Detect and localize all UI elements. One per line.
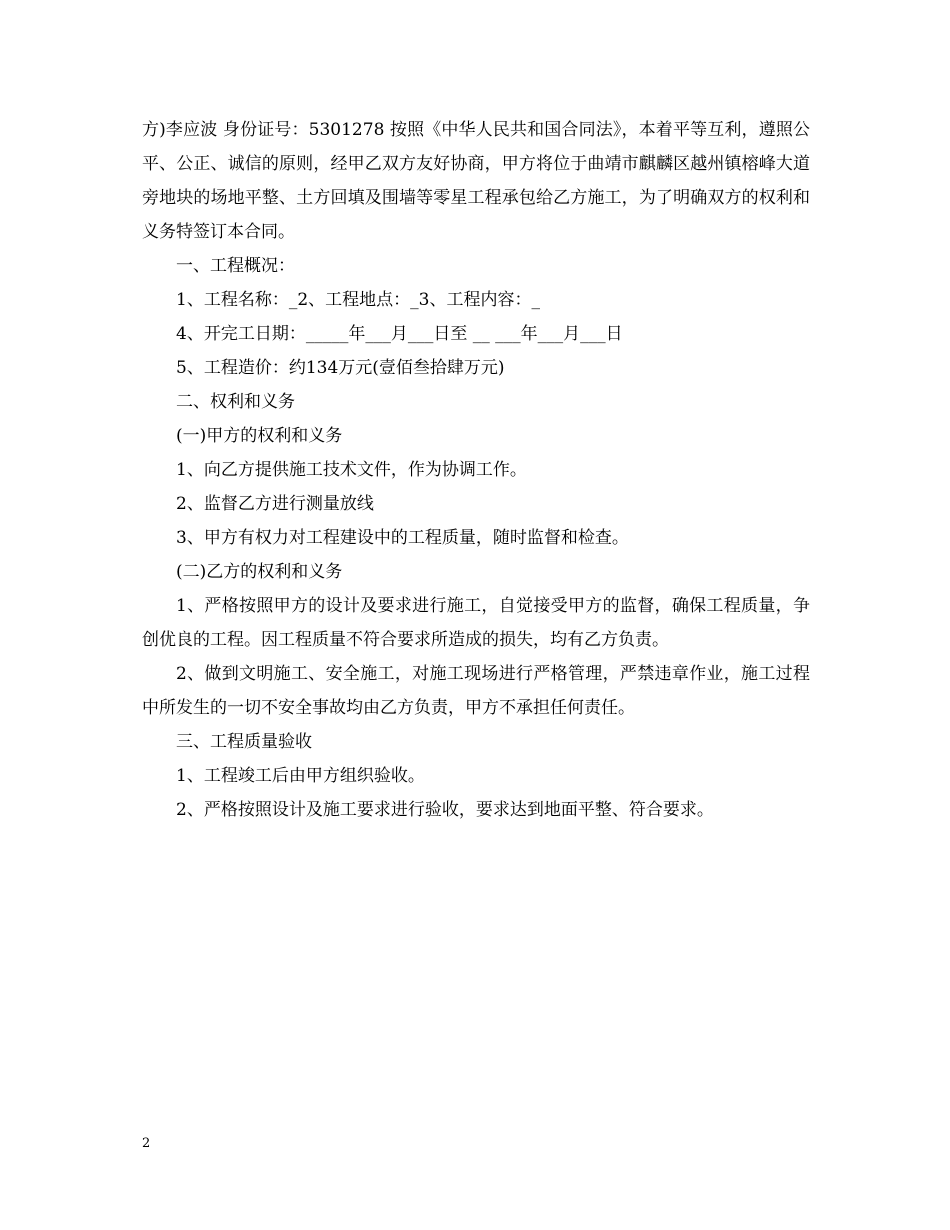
page-number: 2 — [142, 1136, 151, 1151]
acceptance-item-2: 2、严格按照设计及施工要求进行验收，要求达到地面平整、符合要求。 — [176, 800, 714, 820]
party-b-item-2: 2、做到文明施工、安全施工，对施工现场进行严格管理，严禁违章作业，施工过程中所发生的一切不安全事故均由乙方负责，甲方不承担任何责任。 — [142, 664, 810, 718]
party-b-item-1: 1、严格按照甲方的设计及要求进行施工，自觉接受甲方的监督，确保工程质量，争创优良的工程。因工程质量不符合要求所造成的损失，均有乙方负责。 — [142, 596, 810, 650]
party-b-heading: (二)乙方的权利和义务 — [176, 562, 343, 582]
paragraph-project-name-location-content: 1、工程名称：_2、工程地点：_3、工程内容：_ — [176, 290, 540, 310]
party-a-heading: (一)甲方的权利和义务 — [176, 426, 343, 446]
paragraph-intro-continued: 方)李应波 身份证号：5301278 按照《中华人民共和国合同法》，本着平等互利，遵照公平、公正、诚信的原则，经甲乙双方友好协商，甲方将位于曲靖市麒麟区越州镇榕峰大道旁地块的场地平整、土方回填及围墙等零星工程承包给乙方施工，为了明确双方的权利和义务特签订本合同。 — [142, 120, 810, 242]
party-a-item-2: 2、监督乙方进行测量放线 — [176, 494, 374, 514]
paragraph-start-end-dates: 4、开完工日期：_____年___月___日至 __ ___年___月___日 — [176, 324, 623, 344]
contract-body — [142, 113, 810, 827]
section-3-heading: 三、工程质量验收 — [176, 732, 312, 752]
paragraph-project-cost: 5、工程造价：约134万元(壹佰叁拾肆万元) — [176, 358, 505, 378]
acceptance-item-1: 1、工程竣工后由甲方组织验收。 — [176, 766, 425, 786]
party-a-item-3: 3、甲方有权力对工程建设中的工程质量，随时监督和检查。 — [176, 528, 629, 548]
section-1-heading: 一、工程概况： — [176, 256, 295, 276]
section-2-heading: 二、权利和义务 — [176, 392, 295, 412]
party-a-item-1: 1、向乙方提供施工技术文件，作为协调工作。 — [176, 460, 527, 480]
